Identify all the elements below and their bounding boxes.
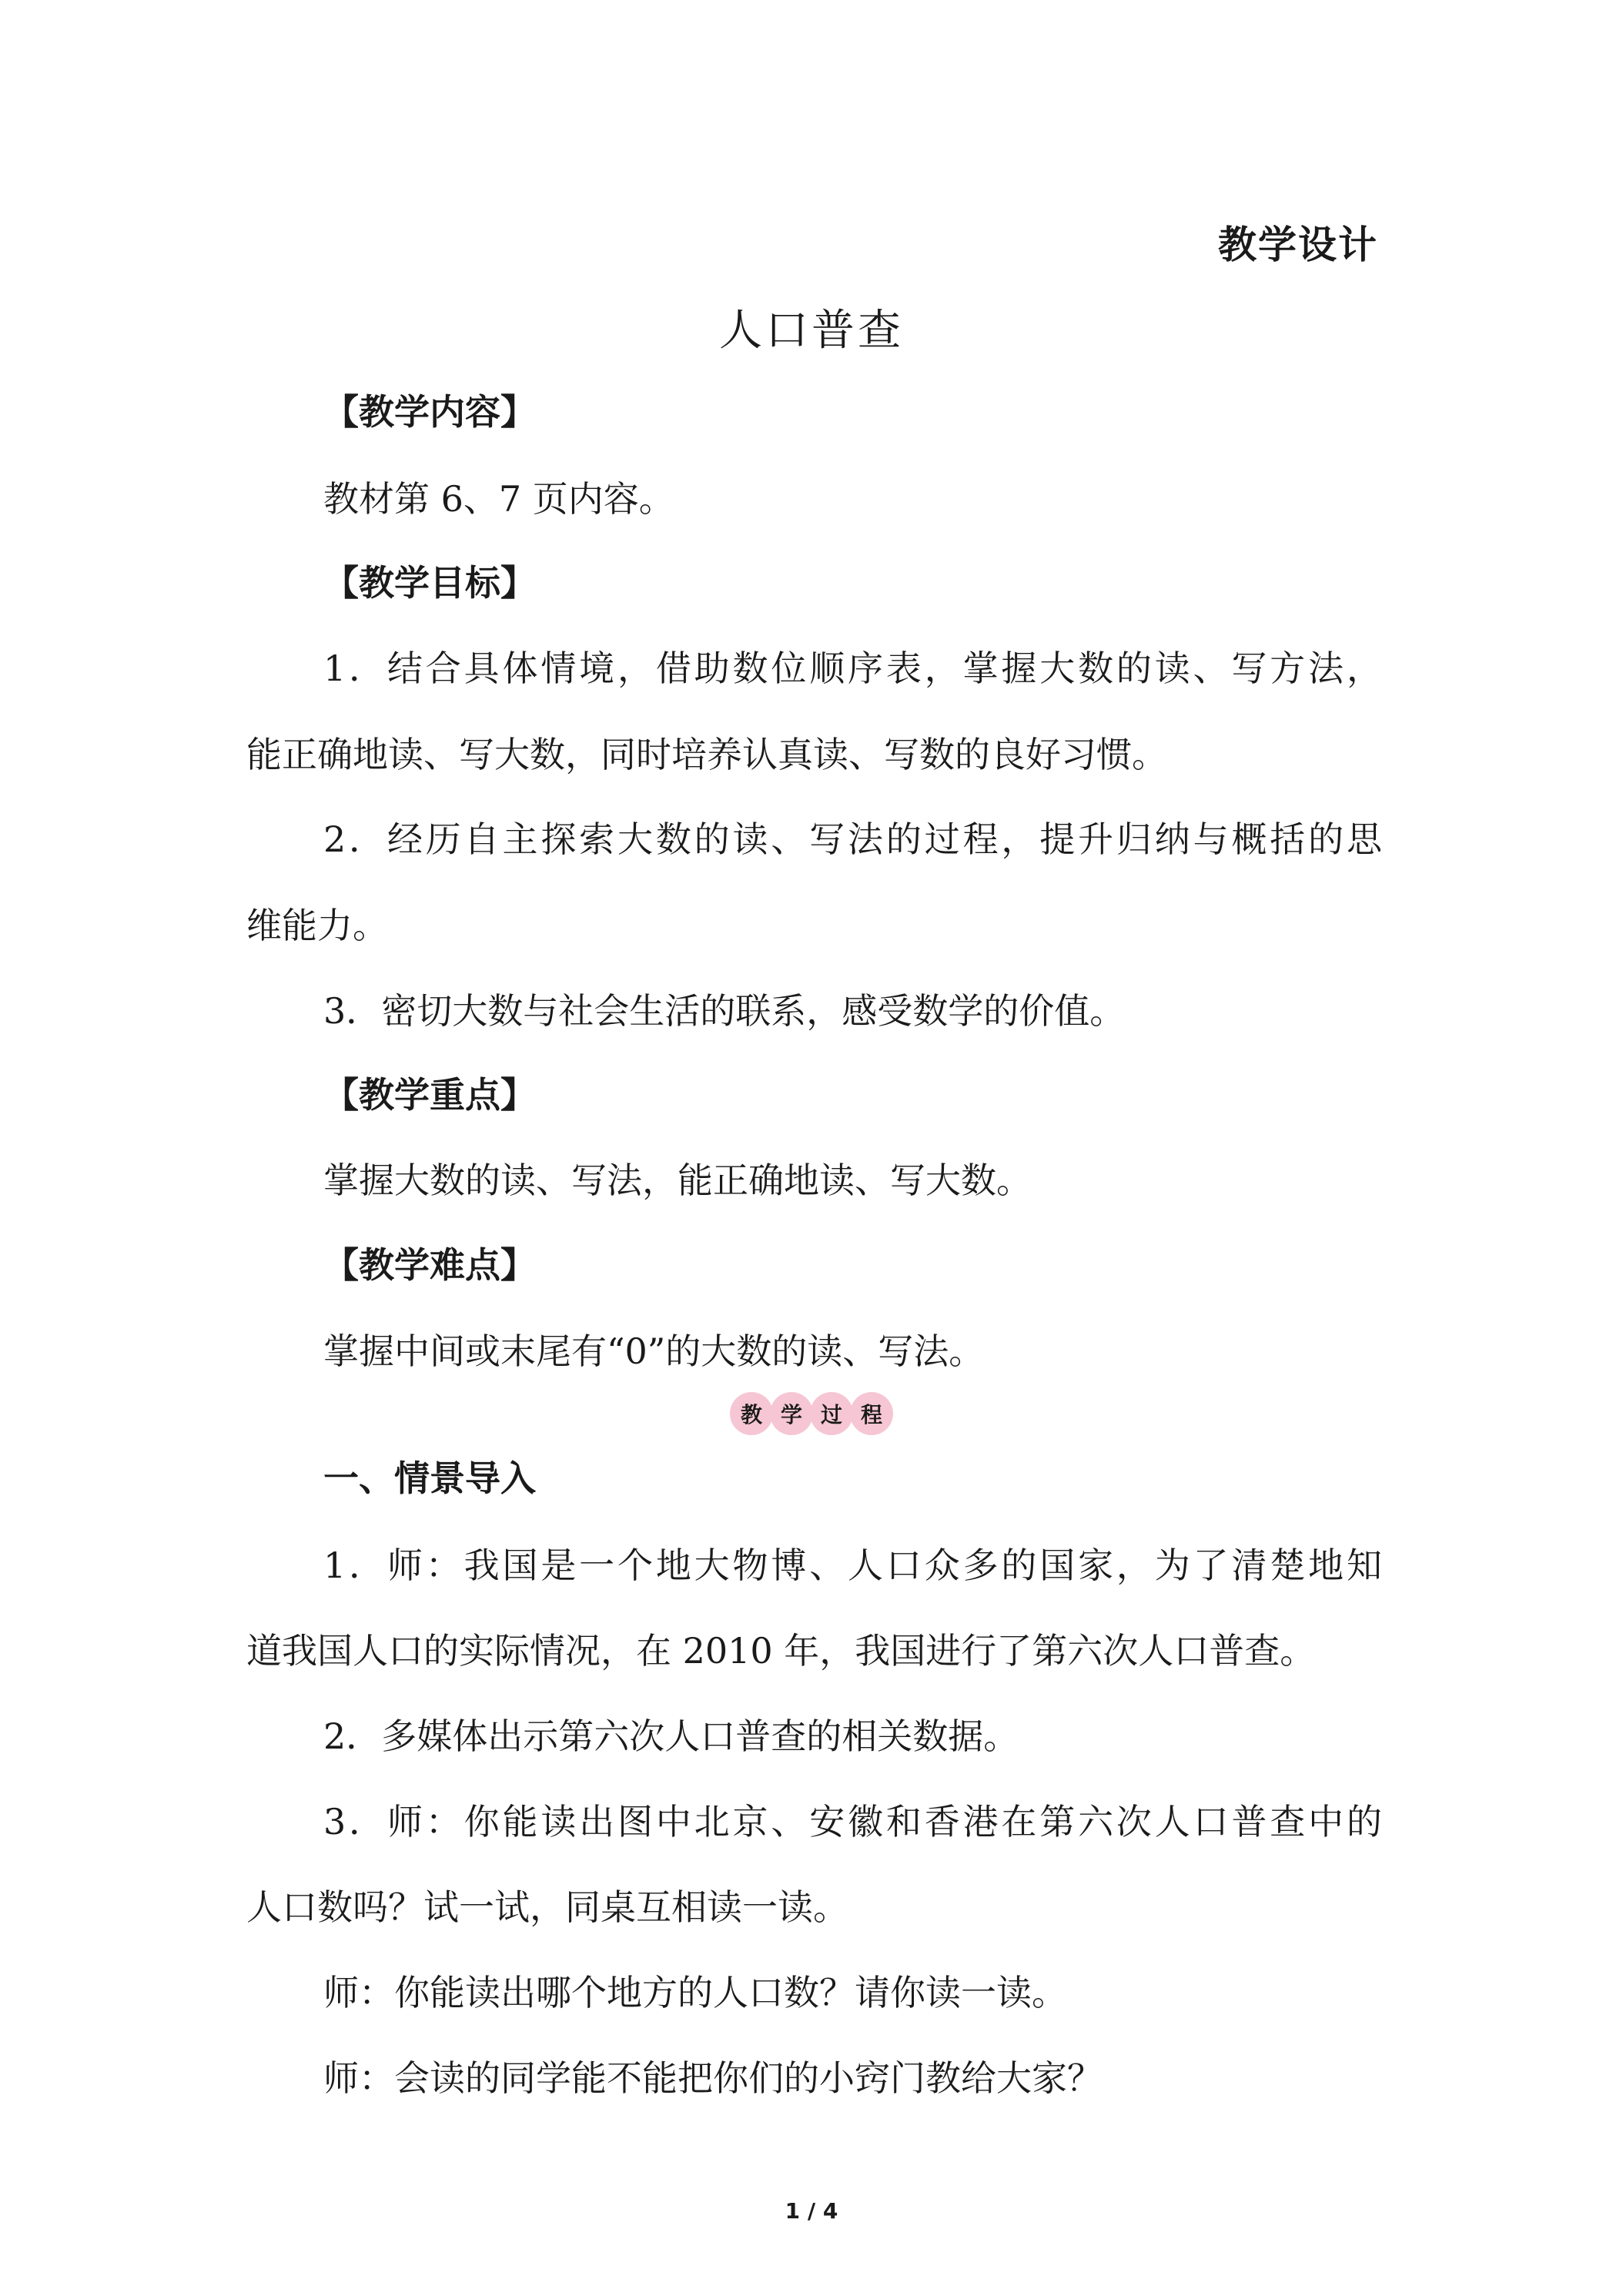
content-text: 教材第 6、7 页内容。 [323, 478, 674, 520]
document-title: 人口普查 [719, 306, 904, 356]
intro-p1-line-2: 道我国人口的实际情况，在 2010 年，我国进行了第六次人口普查。 [246, 1630, 1316, 1672]
header-title: 教学设计 [1218, 223, 1378, 267]
key-points-text: 掌握大数的读、写法，能正确地读、写大数。 [323, 1160, 1032, 1201]
section-heading-key-points: 【教学重点】 [323, 1074, 536, 1116]
badge-char: 过 [810, 1392, 853, 1435]
section-heading-goals: 【教学目标】 [323, 562, 536, 604]
difficulties-text: 掌握中间或末尾有“0”的大数的读、写法。 [323, 1330, 985, 1372]
intro-p4: 师：你能读出哪个地方的人口数？请你读一读。 [323, 1972, 1067, 2013]
goal-3: 3．密切大数与社会生活的联系，感受数学的价值。 [323, 990, 1126, 1032]
goal-1-line-1: 1．结合具体情境，借助数位顺序表，掌握大数的读、写方法， [323, 648, 1382, 689]
badge-char: 程 [850, 1392, 893, 1435]
goal-2-line-1: 2．经历自主探索大数的读、写法的过程，提升归纳与概括的思 [323, 818, 1382, 860]
intro-p3-line-2: 人口数吗？试一试，同桌互相读一读。 [246, 1886, 848, 1928]
intro-p5: 师：会读的同学能不能把你们的小窍门教给大家？ [323, 2057, 1103, 2099]
badge-char: 学 [770, 1392, 813, 1435]
page-number: 1 / 4 [785, 2198, 838, 2224]
section-heading-intro: 一、情景导入 [323, 1458, 536, 1499]
intro-p2: 2．多媒体出示第六次人口普查的相关数据。 [323, 1715, 1019, 1757]
section-heading-content: 【教学内容】 [323, 391, 536, 433]
intro-p1-line-1: 1．师：我国是一个地大物博、人口众多的国家，为了清楚地知 [323, 1545, 1382, 1586]
section-heading-difficulties: 【教学难点】 [323, 1244, 536, 1286]
badge-char: 教 [730, 1392, 773, 1435]
intro-p3-line-1: 3．师：你能读出图中北京、安徽和香港在第六次人口普查中的 [323, 1801, 1382, 1842]
goal-1-line-2: 能正确地读、写大数，同时培养认真读、写数的良好习惯。 [246, 734, 1167, 775]
teaching-process-badge [0, 1392, 1623, 1435]
goal-2-line-2: 维能力。 [246, 905, 388, 946]
